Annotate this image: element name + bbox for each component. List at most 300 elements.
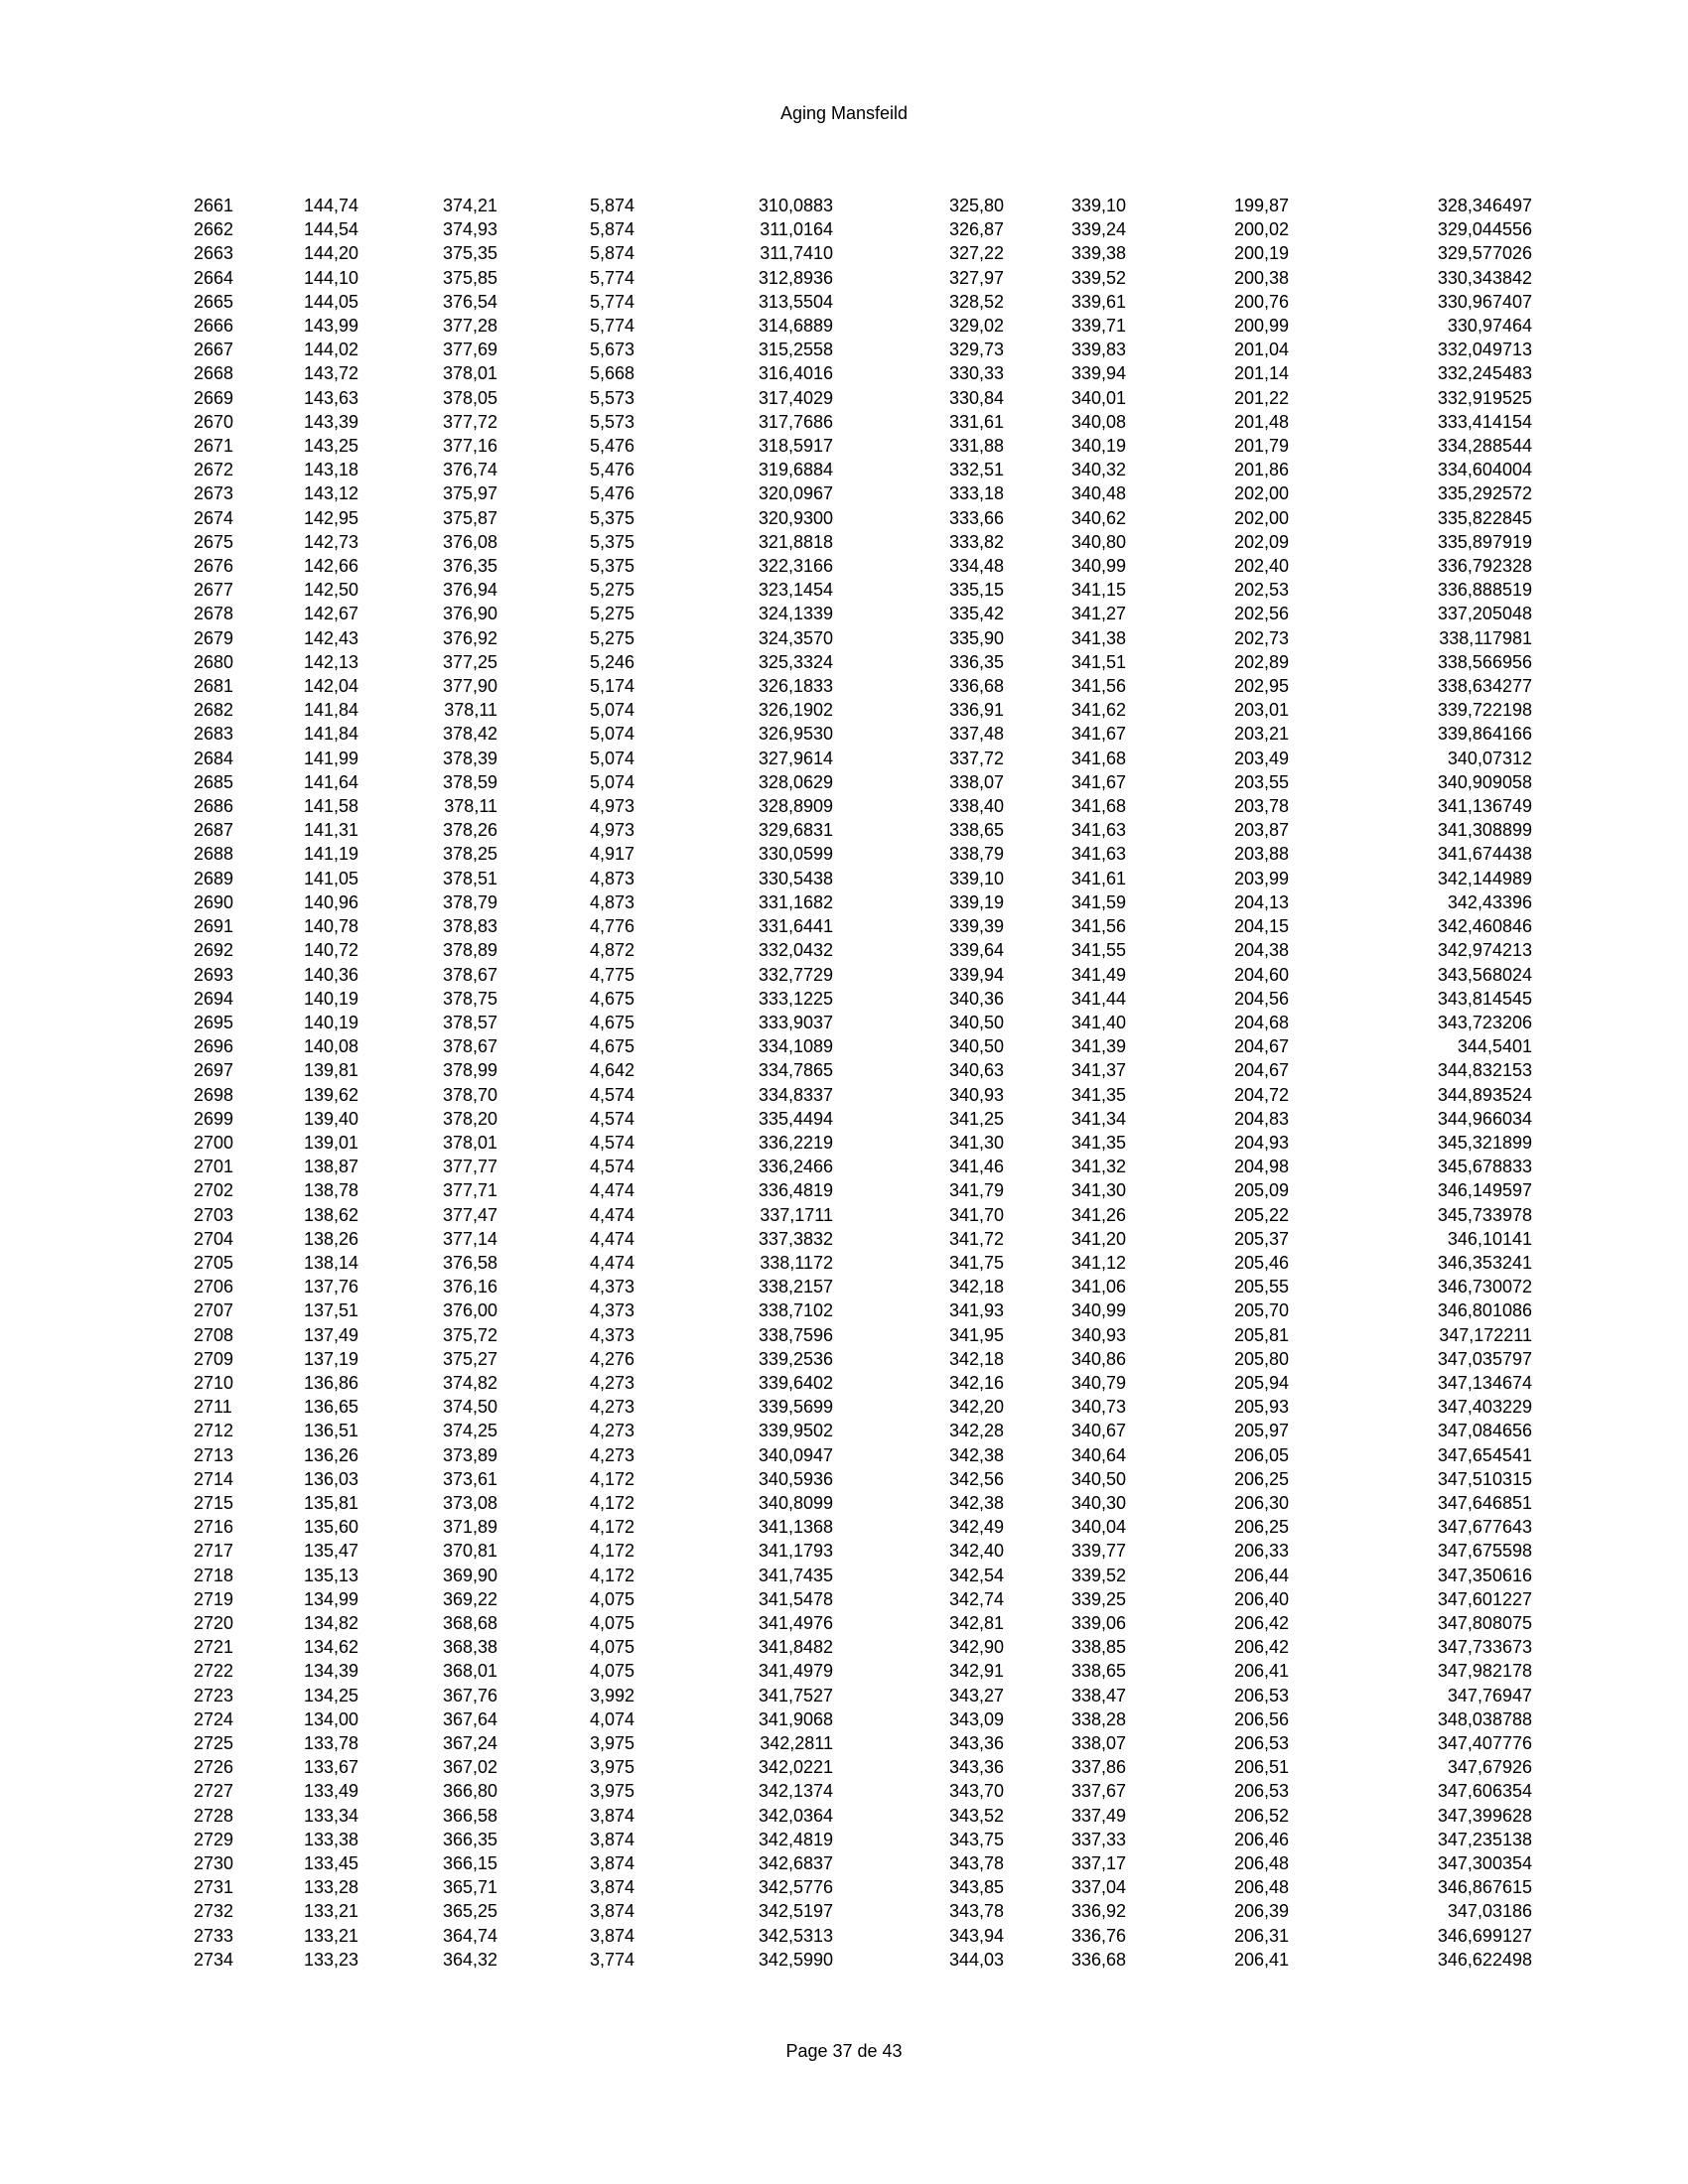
table-cell: 343,85 bbox=[948, 1877, 1004, 1898]
table-cell: 5,774 bbox=[589, 291, 634, 312]
table-cell: 313,5504 bbox=[758, 291, 833, 312]
table-cell: 136,65 bbox=[303, 1397, 358, 1418]
table-cell: 200,76 bbox=[1233, 291, 1289, 312]
table-cell: 338,1172 bbox=[760, 1252, 833, 1273]
table-cell: 203,55 bbox=[1233, 771, 1289, 792]
table-cell: 341,1793 bbox=[758, 1541, 833, 1562]
table-row bbox=[194, 1298, 1532, 1322]
row-index-cell: 2699 bbox=[194, 1108, 234, 1129]
table-cell: 371,89 bbox=[442, 1517, 497, 1538]
table-cell: 342,1374 bbox=[758, 1781, 833, 1802]
page-footer: Page 37 de 43 bbox=[785, 2041, 903, 2061]
table-cell: 5,874 bbox=[589, 219, 634, 240]
table-cell: 377,14 bbox=[442, 1228, 497, 1249]
table-cell: 201,14 bbox=[1233, 363, 1289, 384]
table-cell: 339,9502 bbox=[758, 1421, 833, 1441]
row-index-cell: 2715 bbox=[194, 1492, 234, 1513]
table-cell: 202,56 bbox=[1233, 604, 1289, 624]
row-index-cell: 2700 bbox=[194, 1132, 234, 1153]
row-index-cell: 2717 bbox=[194, 1541, 234, 1562]
row-index-cell: 2661 bbox=[194, 196, 234, 215]
table-cell: 339,61 bbox=[1070, 291, 1126, 312]
table-cell: 344,03 bbox=[948, 1949, 1004, 1970]
table-cell: 347,677643 bbox=[1437, 1517, 1532, 1538]
table-cell: 136,86 bbox=[303, 1372, 358, 1393]
table-cell: 378,79 bbox=[442, 891, 497, 912]
table-cell: 311,0164 bbox=[760, 219, 833, 240]
table-cell: 142,67 bbox=[303, 604, 358, 624]
table-cell: 3,874 bbox=[589, 1877, 634, 1898]
table-cell: 347,350616 bbox=[1437, 1565, 1532, 1585]
table-cell: 378,83 bbox=[442, 916, 497, 937]
table-cell: 378,20 bbox=[442, 1108, 497, 1129]
table-cell: 142,66 bbox=[303, 556, 358, 577]
table-cell: 341,79 bbox=[948, 1180, 1004, 1201]
table-cell: 3,975 bbox=[589, 1733, 634, 1753]
table-cell: 378,67 bbox=[442, 1036, 497, 1057]
table-cell: 202,89 bbox=[1233, 651, 1289, 672]
table-cell: 339,24 bbox=[1070, 219, 1126, 240]
table-cell: 365,71 bbox=[442, 1877, 497, 1898]
table-row bbox=[194, 1203, 1532, 1227]
table-cell: 206,41 bbox=[1233, 1949, 1289, 1970]
table-cell: 330,0599 bbox=[758, 844, 833, 865]
table-cell: 336,68 bbox=[948, 676, 1004, 697]
table-cell: 318,5917 bbox=[758, 436, 833, 457]
table-cell: 337,49 bbox=[1070, 1805, 1126, 1826]
table-body bbox=[194, 194, 1532, 1972]
table-cell: 206,51 bbox=[1233, 1757, 1289, 1778]
table-cell: 328,0629 bbox=[758, 771, 833, 792]
row-index-cell: 2726 bbox=[194, 1757, 234, 1778]
row-index-cell: 2708 bbox=[194, 1324, 234, 1345]
table-cell: 341,34 bbox=[1070, 1108, 1126, 1129]
table-row bbox=[194, 602, 1532, 625]
row-index-cell: 2734 bbox=[194, 1949, 234, 1970]
table-cell: 347,235138 bbox=[1437, 1829, 1532, 1849]
table-cell: 338,85 bbox=[1070, 1637, 1126, 1658]
table-cell: 340,67 bbox=[1070, 1421, 1126, 1441]
row-index-cell: 2672 bbox=[194, 460, 234, 480]
table-cell: 341,674438 bbox=[1437, 844, 1532, 865]
table-cell: 325,80 bbox=[948, 196, 1004, 215]
table-cell: 333,82 bbox=[948, 531, 1004, 552]
table-cell: 341,93 bbox=[948, 1300, 1004, 1321]
table-cell: 373,89 bbox=[442, 1444, 497, 1465]
table-cell: 135,47 bbox=[303, 1541, 358, 1562]
table-cell: 341,67 bbox=[1070, 724, 1126, 745]
table-cell: 378,51 bbox=[442, 868, 497, 888]
table-cell: 338,634277 bbox=[1437, 676, 1532, 697]
table-cell: 345,678833 bbox=[1437, 1157, 1532, 1177]
table-row bbox=[194, 1851, 1532, 1875]
table-cell: 137,19 bbox=[303, 1348, 358, 1369]
table-cell: 4,775 bbox=[589, 964, 634, 985]
table-cell: 340,04 bbox=[1070, 1517, 1126, 1538]
table-cell: 5,874 bbox=[589, 243, 634, 264]
table-cell: 329,73 bbox=[948, 340, 1004, 360]
table-cell: 342,460846 bbox=[1437, 916, 1532, 937]
table-cell: 206,48 bbox=[1233, 1853, 1289, 1874]
table-row bbox=[194, 818, 1532, 842]
table-cell: 4,075 bbox=[589, 1588, 634, 1609]
table-cell: 142,73 bbox=[303, 531, 358, 552]
table-cell: 205,81 bbox=[1233, 1324, 1289, 1345]
table-cell: 341,67 bbox=[1070, 771, 1126, 792]
table-cell: 328,346497 bbox=[1437, 196, 1532, 215]
row-index-cell: 2687 bbox=[194, 820, 234, 841]
table-row bbox=[194, 722, 1532, 746]
table-cell: 370,81 bbox=[442, 1541, 497, 1562]
table-cell: 339,52 bbox=[1070, 1565, 1126, 1585]
table-cell: 4,074 bbox=[589, 1708, 634, 1729]
table-cell: 368,68 bbox=[442, 1612, 497, 1633]
table-cell: 339,864166 bbox=[1437, 724, 1532, 745]
row-index-cell: 2663 bbox=[194, 243, 234, 264]
table-cell: 340,99 bbox=[1070, 1300, 1126, 1321]
table-row bbox=[194, 1011, 1532, 1034]
row-index-cell: 2696 bbox=[194, 1036, 234, 1057]
table-cell: 340,36 bbox=[948, 988, 1004, 1009]
table-cell: 332,51 bbox=[948, 460, 1004, 480]
table-cell: 339,19 bbox=[948, 891, 1004, 912]
table-cell: 341,62 bbox=[1070, 700, 1126, 721]
table-cell: 341,70 bbox=[948, 1204, 1004, 1225]
table-cell: 336,92 bbox=[1070, 1901, 1126, 1922]
table-cell: 336,76 bbox=[1070, 1925, 1126, 1946]
table-cell: 341,308899 bbox=[1437, 820, 1532, 841]
table-cell: 375,35 bbox=[442, 243, 497, 264]
table-cell: 4,474 bbox=[589, 1204, 634, 1225]
table-cell: 328,8909 bbox=[758, 796, 833, 817]
table-row bbox=[194, 1948, 1532, 1972]
table-cell: 376,58 bbox=[442, 1252, 497, 1273]
table-cell: 341,30 bbox=[948, 1132, 1004, 1153]
table-row bbox=[194, 554, 1532, 578]
table-cell: 338,28 bbox=[1070, 1708, 1126, 1729]
table-cell: 341,35 bbox=[1070, 1084, 1126, 1105]
table-cell: 5,275 bbox=[589, 604, 634, 624]
row-index-cell: 2712 bbox=[194, 1421, 234, 1441]
table-cell: 339,77 bbox=[1070, 1541, 1126, 1562]
table-cell: 329,577026 bbox=[1437, 243, 1532, 264]
table-cell: 204,56 bbox=[1233, 988, 1289, 1009]
row-index-cell: 2684 bbox=[194, 748, 234, 768]
table-cell: 367,64 bbox=[442, 1708, 497, 1729]
table-cell: 345,321899 bbox=[1437, 1132, 1532, 1153]
table-cell: 343,94 bbox=[948, 1925, 1004, 1946]
table-cell: 137,76 bbox=[303, 1277, 358, 1297]
table-row bbox=[194, 1395, 1532, 1419]
table-cell: 367,02 bbox=[442, 1757, 497, 1778]
table-cell: 340,50 bbox=[948, 1012, 1004, 1032]
table-cell: 331,1682 bbox=[758, 891, 833, 912]
table-cell: 201,86 bbox=[1233, 460, 1289, 480]
table-cell: 140,19 bbox=[303, 1012, 358, 1032]
row-index-cell: 2698 bbox=[194, 1084, 234, 1105]
table-cell: 377,28 bbox=[442, 316, 497, 337]
table-cell: 330,343842 bbox=[1437, 267, 1532, 288]
table-cell: 142,43 bbox=[303, 627, 358, 648]
table-cell: 338,7596 bbox=[758, 1324, 833, 1345]
table-row bbox=[194, 747, 1532, 770]
table-cell: 341,12 bbox=[1070, 1252, 1126, 1273]
row-index-cell: 2718 bbox=[194, 1565, 234, 1585]
table-row bbox=[194, 194, 1532, 217]
table-cell: 139,81 bbox=[303, 1060, 358, 1081]
table-cell: 333,9037 bbox=[758, 1012, 833, 1032]
table-cell: 340,8099 bbox=[758, 1492, 833, 1513]
table-cell: 347,646851 bbox=[1437, 1492, 1532, 1513]
row-index-cell: 2724 bbox=[194, 1708, 234, 1729]
table-cell: 334,1089 bbox=[758, 1036, 833, 1057]
table-cell: 341,56 bbox=[1070, 676, 1126, 697]
table-cell: 340,5936 bbox=[758, 1468, 833, 1489]
table-cell: 340,0947 bbox=[758, 1444, 833, 1465]
table-cell: 138,26 bbox=[303, 1228, 358, 1249]
table-cell: 340,62 bbox=[1070, 507, 1126, 528]
table-cell: 341,44 bbox=[1070, 988, 1126, 1009]
table-cell: 315,2558 bbox=[758, 340, 833, 360]
row-index-cell: 2668 bbox=[194, 363, 234, 384]
table-cell: 369,90 bbox=[442, 1565, 497, 1585]
table-cell: 142,04 bbox=[303, 676, 358, 697]
table-cell: 332,0432 bbox=[758, 940, 833, 961]
table-row bbox=[194, 794, 1532, 818]
table-cell: 343,814545 bbox=[1437, 988, 1532, 1009]
table-cell: 139,62 bbox=[303, 1084, 358, 1105]
table-row bbox=[194, 241, 1532, 265]
table-cell: 342,6837 bbox=[758, 1853, 833, 1874]
table-cell: 340,73 bbox=[1070, 1397, 1126, 1418]
table-cell: 376,94 bbox=[442, 580, 497, 601]
table-row bbox=[194, 1635, 1532, 1659]
row-index-cell: 2709 bbox=[194, 1348, 234, 1369]
row-index-cell: 2686 bbox=[194, 796, 234, 817]
table-cell: 3,992 bbox=[589, 1685, 634, 1706]
table-cell: 5,074 bbox=[589, 724, 634, 745]
table-cell: 343,70 bbox=[948, 1781, 1004, 1802]
table-cell: 204,60 bbox=[1233, 964, 1289, 985]
table-cell: 367,24 bbox=[442, 1733, 497, 1753]
table-cell: 4,474 bbox=[589, 1252, 634, 1273]
table-cell: 341,51 bbox=[1070, 651, 1126, 672]
table-row bbox=[194, 987, 1532, 1011]
row-index-cell: 2682 bbox=[194, 700, 234, 721]
table-cell: 377,69 bbox=[442, 340, 497, 360]
table-cell: 4,873 bbox=[589, 891, 634, 912]
table-cell: 339,71 bbox=[1070, 316, 1126, 337]
table-cell: 340,48 bbox=[1070, 483, 1126, 504]
table-row bbox=[194, 1659, 1532, 1683]
table-cell: 326,1902 bbox=[758, 700, 833, 721]
table-cell: 339,10 bbox=[1070, 196, 1126, 215]
table-cell: 4,273 bbox=[589, 1444, 634, 1465]
table-cell: 340,93 bbox=[1070, 1324, 1126, 1345]
table-cell: 347,982178 bbox=[1437, 1661, 1532, 1682]
table-row bbox=[194, 1443, 1532, 1467]
table-cell: 342,28 bbox=[948, 1421, 1004, 1441]
table-cell: 344,893524 bbox=[1437, 1084, 1532, 1105]
table-cell: 5,874 bbox=[589, 196, 634, 215]
row-index-cell: 2728 bbox=[194, 1805, 234, 1826]
table-cell: 205,80 bbox=[1233, 1348, 1289, 1369]
table-cell: 341,4979 bbox=[758, 1661, 833, 1682]
table-cell: 136,51 bbox=[303, 1421, 358, 1441]
table-cell: 328,52 bbox=[948, 291, 1004, 312]
table-cell: 347,808075 bbox=[1437, 1612, 1532, 1633]
table-cell: 204,67 bbox=[1233, 1036, 1289, 1057]
table-cell: 339,25 bbox=[1070, 1588, 1126, 1609]
row-index-cell: 2716 bbox=[194, 1517, 234, 1538]
table-cell: 206,05 bbox=[1233, 1444, 1289, 1465]
table-cell: 376,00 bbox=[442, 1300, 497, 1321]
table-cell: 337,48 bbox=[948, 724, 1004, 745]
table-cell: 335,822845 bbox=[1437, 507, 1532, 528]
table-cell: 343,78 bbox=[948, 1853, 1004, 1874]
row-index-cell: 2676 bbox=[194, 556, 234, 577]
table-cell: 203,21 bbox=[1233, 724, 1289, 745]
table-cell: 202,00 bbox=[1233, 507, 1289, 528]
table-cell: 340,32 bbox=[1070, 460, 1126, 480]
table-cell: 4,642 bbox=[589, 1060, 634, 1081]
table-cell: 378,05 bbox=[442, 387, 497, 408]
table-cell: 316,4016 bbox=[758, 363, 833, 384]
table-row bbox=[194, 1227, 1532, 1251]
table-row bbox=[194, 1684, 1532, 1707]
table-cell: 204,13 bbox=[1233, 891, 1289, 912]
table-cell: 341,27 bbox=[1070, 604, 1126, 624]
table-cell: 137,51 bbox=[303, 1300, 358, 1321]
row-index-cell: 2673 bbox=[194, 483, 234, 504]
table-cell: 378,25 bbox=[442, 844, 497, 865]
table-cell: 204,67 bbox=[1233, 1060, 1289, 1081]
row-index-cell: 2707 bbox=[194, 1300, 234, 1321]
table-cell: 364,32 bbox=[442, 1949, 497, 1970]
table-cell: 375,27 bbox=[442, 1348, 497, 1369]
table-cell: 133,38 bbox=[303, 1829, 358, 1849]
table-cell: 136,03 bbox=[303, 1468, 358, 1489]
table-cell: 200,99 bbox=[1233, 316, 1289, 337]
table-cell: 141,58 bbox=[303, 796, 358, 817]
table-cell: 206,30 bbox=[1233, 1492, 1289, 1513]
table-cell: 341,7527 bbox=[758, 1685, 833, 1706]
table-cell: 4,675 bbox=[589, 1036, 634, 1057]
table-cell: 143,72 bbox=[303, 363, 358, 384]
table-row bbox=[194, 1467, 1532, 1491]
table-row bbox=[194, 314, 1532, 338]
table-cell: 203,88 bbox=[1233, 844, 1289, 865]
table-cell: 206,48 bbox=[1233, 1877, 1289, 1898]
table-cell: 330,33 bbox=[948, 363, 1004, 384]
table-cell: 314,6889 bbox=[758, 316, 833, 337]
table-cell: 341,61 bbox=[1070, 868, 1126, 888]
table-cell: 5,246 bbox=[589, 651, 634, 672]
table-cell: 335,15 bbox=[948, 580, 1004, 601]
table-cell: 341,75 bbox=[948, 1252, 1004, 1273]
table-cell: 378,42 bbox=[442, 724, 497, 745]
table-cell: 344,966034 bbox=[1437, 1108, 1532, 1129]
table-cell: 201,79 bbox=[1233, 436, 1289, 457]
table-cell: 5,375 bbox=[589, 507, 634, 528]
table-cell: 341,20 bbox=[1070, 1228, 1126, 1249]
table-cell: 342,20 bbox=[948, 1397, 1004, 1418]
table-cell: 347,675598 bbox=[1437, 1541, 1532, 1562]
row-index-cell: 2703 bbox=[194, 1204, 234, 1225]
table-cell: 376,35 bbox=[442, 556, 497, 577]
table-cell: 337,67 bbox=[1070, 1781, 1126, 1802]
table-cell: 343,09 bbox=[948, 1708, 1004, 1729]
table-cell: 4,273 bbox=[589, 1372, 634, 1393]
table-cell: 337,1711 bbox=[760, 1204, 833, 1225]
table-cell: 4,675 bbox=[589, 988, 634, 1009]
row-index-cell: 2723 bbox=[194, 1685, 234, 1706]
table-row bbox=[194, 1178, 1532, 1202]
table-cell: 342,43396 bbox=[1447, 891, 1532, 912]
table-cell: 329,02 bbox=[948, 316, 1004, 337]
table-cell: 342,16 bbox=[948, 1372, 1004, 1393]
table-cell: 133,45 bbox=[303, 1853, 358, 1874]
table-row bbox=[194, 890, 1532, 914]
table-cell: 5,074 bbox=[589, 771, 634, 792]
table-cell: 337,205048 bbox=[1437, 604, 1532, 624]
table-cell: 337,86 bbox=[1070, 1757, 1126, 1778]
table-cell: 347,300354 bbox=[1437, 1853, 1532, 1874]
table-cell: 343,27 bbox=[948, 1685, 1004, 1706]
table-cell: 204,98 bbox=[1233, 1157, 1289, 1177]
table-row bbox=[194, 361, 1532, 385]
table-cell: 330,967407 bbox=[1437, 291, 1532, 312]
table-cell: 200,02 bbox=[1233, 219, 1289, 240]
table-cell: 206,40 bbox=[1233, 1588, 1289, 1609]
table-cell: 326,87 bbox=[948, 219, 1004, 240]
table-cell: 3,975 bbox=[589, 1781, 634, 1802]
row-index-cell: 2665 bbox=[194, 291, 234, 312]
table-cell: 341,7435 bbox=[758, 1565, 833, 1585]
table-cell: 205,37 bbox=[1233, 1228, 1289, 1249]
table-cell: 323,1454 bbox=[758, 580, 833, 601]
table-cell: 341,136749 bbox=[1437, 796, 1532, 817]
table-cell: 140,78 bbox=[303, 916, 358, 937]
row-index-cell: 2692 bbox=[194, 940, 234, 961]
table-cell: 140,19 bbox=[303, 988, 358, 1009]
row-index-cell: 2670 bbox=[194, 411, 234, 432]
table-row bbox=[194, 1107, 1532, 1131]
table-cell: 133,78 bbox=[303, 1733, 358, 1753]
table-cell: 4,776 bbox=[589, 916, 634, 937]
table-cell: 4,574 bbox=[589, 1108, 634, 1129]
table-cell: 206,53 bbox=[1233, 1733, 1289, 1753]
table-cell: 347,76947 bbox=[1447, 1685, 1532, 1706]
table-cell: 310,0883 bbox=[758, 196, 833, 215]
table-cell: 5,375 bbox=[589, 531, 634, 552]
table-cell: 332,919525 bbox=[1437, 387, 1532, 408]
table-cell: 347,399628 bbox=[1437, 1805, 1532, 1826]
table-cell: 4,075 bbox=[589, 1612, 634, 1633]
table-cell: 338,07 bbox=[1070, 1733, 1126, 1753]
table-cell: 339,83 bbox=[1070, 340, 1126, 360]
table-cell: 340,86 bbox=[1070, 1348, 1126, 1369]
table-cell: 141,84 bbox=[303, 724, 358, 745]
table-cell: 342,56 bbox=[948, 1468, 1004, 1489]
table-cell: 344,832153 bbox=[1437, 1060, 1532, 1081]
table-cell: 5,774 bbox=[589, 267, 634, 288]
table-cell: 343,75 bbox=[948, 1829, 1004, 1849]
row-index-cell: 2690 bbox=[194, 891, 234, 912]
table-cell: 342,4819 bbox=[758, 1829, 833, 1849]
table-cell: 342,5197 bbox=[758, 1901, 833, 1922]
table-cell: 201,22 bbox=[1233, 387, 1289, 408]
